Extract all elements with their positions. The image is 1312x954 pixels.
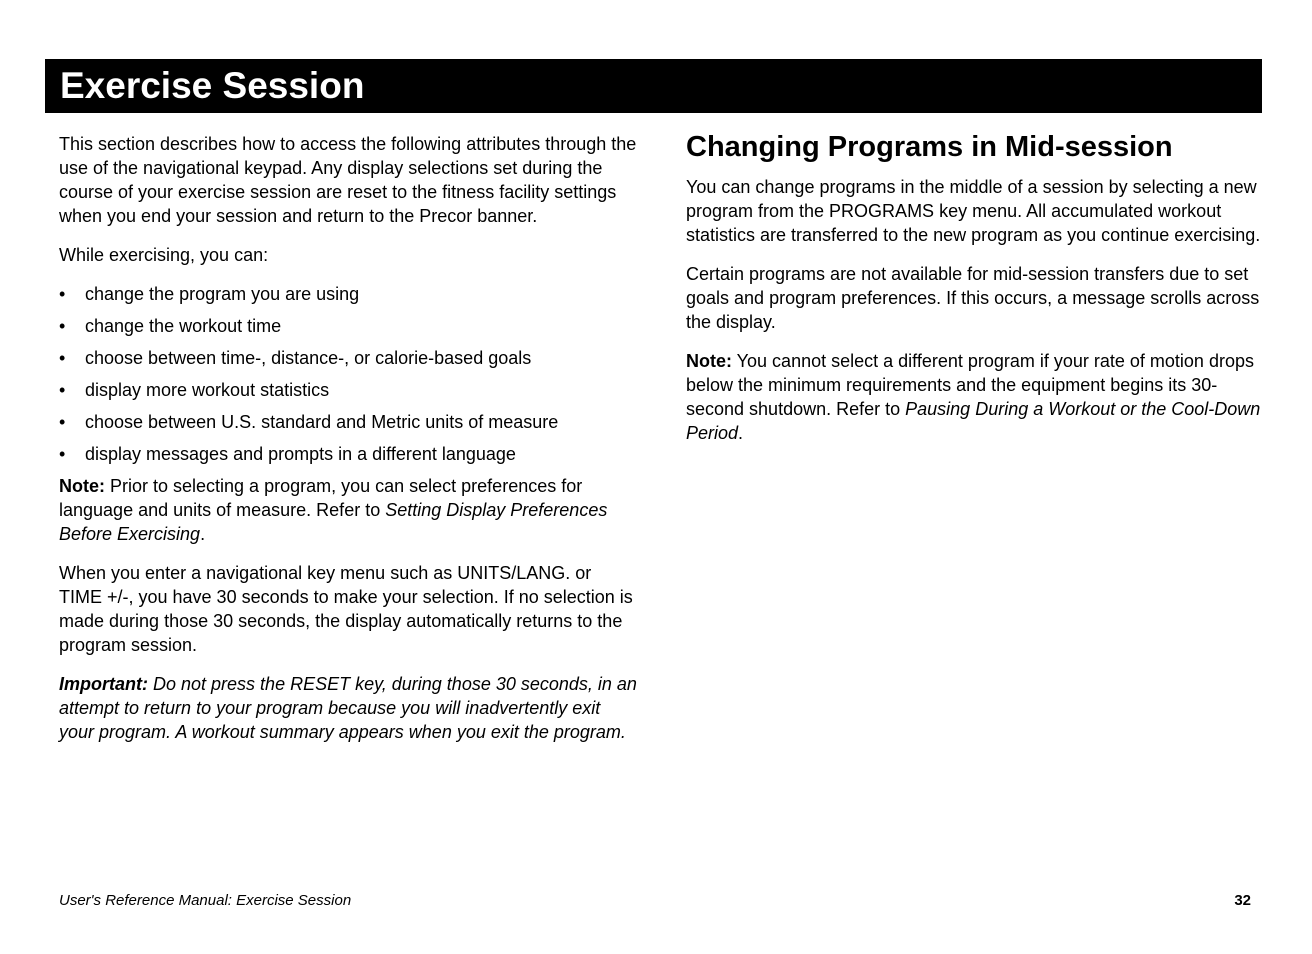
note-end: . <box>200 524 206 544</box>
note-label: Note: <box>686 351 732 371</box>
list-item <box>59 282 637 306</box>
attribute-list <box>59 282 637 466</box>
bullet-icon: • <box>59 380 66 400</box>
note-text: Prior to selecting a program, you can select preferences for language and units of measure. Refer to <box>59 476 583 520</box>
bullet-icon: • <box>59 284 66 304</box>
bullet-icon: • <box>59 444 66 464</box>
list-item <box>59 346 637 370</box>
bullet-icon: • <box>59 348 66 368</box>
page-number: 32 <box>1234 892 1251 909</box>
page-title: Exercise Session <box>60 65 365 106</box>
section-title-bar <box>45 59 1262 113</box>
bullet-icon: • <box>59 316 66 336</box>
list-item-text: display messages and prompts in a different language <box>85 444 516 464</box>
note-end: . <box>738 423 744 443</box>
key-menu-paragraph: When you enter a navigational key menu such as UNITS/LANG. or TIME +/-, you have 30 seconds to make your selection. If no selection is made during those 30 seconds, the display automatically returns to the program session. <box>59 563 633 655</box>
list-item <box>59 314 637 338</box>
list-item-text: change the program you are using <box>85 284 360 304</box>
section-heading: Changing Programs in Mid-session <box>686 131 1173 163</box>
intro-paragraph: This section describes how to access the following attributes through the use of the navigational keypad. Any display selections set during the course of your exercise session are reset to the fitness facility settings when you end your session and return to the Precor banner. <box>59 134 637 226</box>
cross-reference: Setting Display Preferences Before Exercising <box>59 500 608 544</box>
note-paragraph <box>686 349 1266 445</box>
list-item-text: change the workout time <box>85 316 282 336</box>
list-item <box>59 378 637 402</box>
important-text: Do not press the RESET key, during those 30 seconds, in an attempt to return to your program because you will inadvertently exit your program. A workout summary appears when you exit the program. <box>59 674 637 742</box>
right-column <box>686 128 1266 460</box>
unavailable-programs-paragraph: Certain programs are not available for mid-session transfers due to set goals and program preferences. If this occurs, a message scrolls across the display. <box>686 264 1260 332</box>
list-item-text: choose between time-, distance-, or calorie-based goals <box>85 348 532 368</box>
left-column <box>59 132 637 759</box>
cross-reference: Pausing During a Workout or the Cool-Down Period <box>686 399 1261 443</box>
change-programs-paragraph: You can change programs in the middle of a session by selecting a new program from the PROGRAMS key menu. All accumulated workout statistics are transferred to the new program as you continue exercising. <box>686 177 1261 245</box>
note-label: Note: <box>59 476 105 496</box>
important-paragraph <box>59 672 637 744</box>
bullet-icon: • <box>59 412 66 432</box>
list-item-text: choose between U.S. standard and Metric units of measure <box>85 412 559 432</box>
important-label: Important: <box>59 674 148 694</box>
note-text: You cannot select a different program if your rate of motion drops below the minimum requirements and the equipment begins its 30-second shutdown. Refer to <box>686 351 1254 419</box>
footer-manual-title: User's Reference Manual: Exercise Session <box>59 892 352 909</box>
list-item <box>59 410 637 434</box>
list-item <box>59 442 637 466</box>
note-paragraph <box>59 474 637 546</box>
while-exercising-text: While exercising, you can: <box>59 245 269 265</box>
list-item-text: display more workout statistics <box>85 380 330 400</box>
